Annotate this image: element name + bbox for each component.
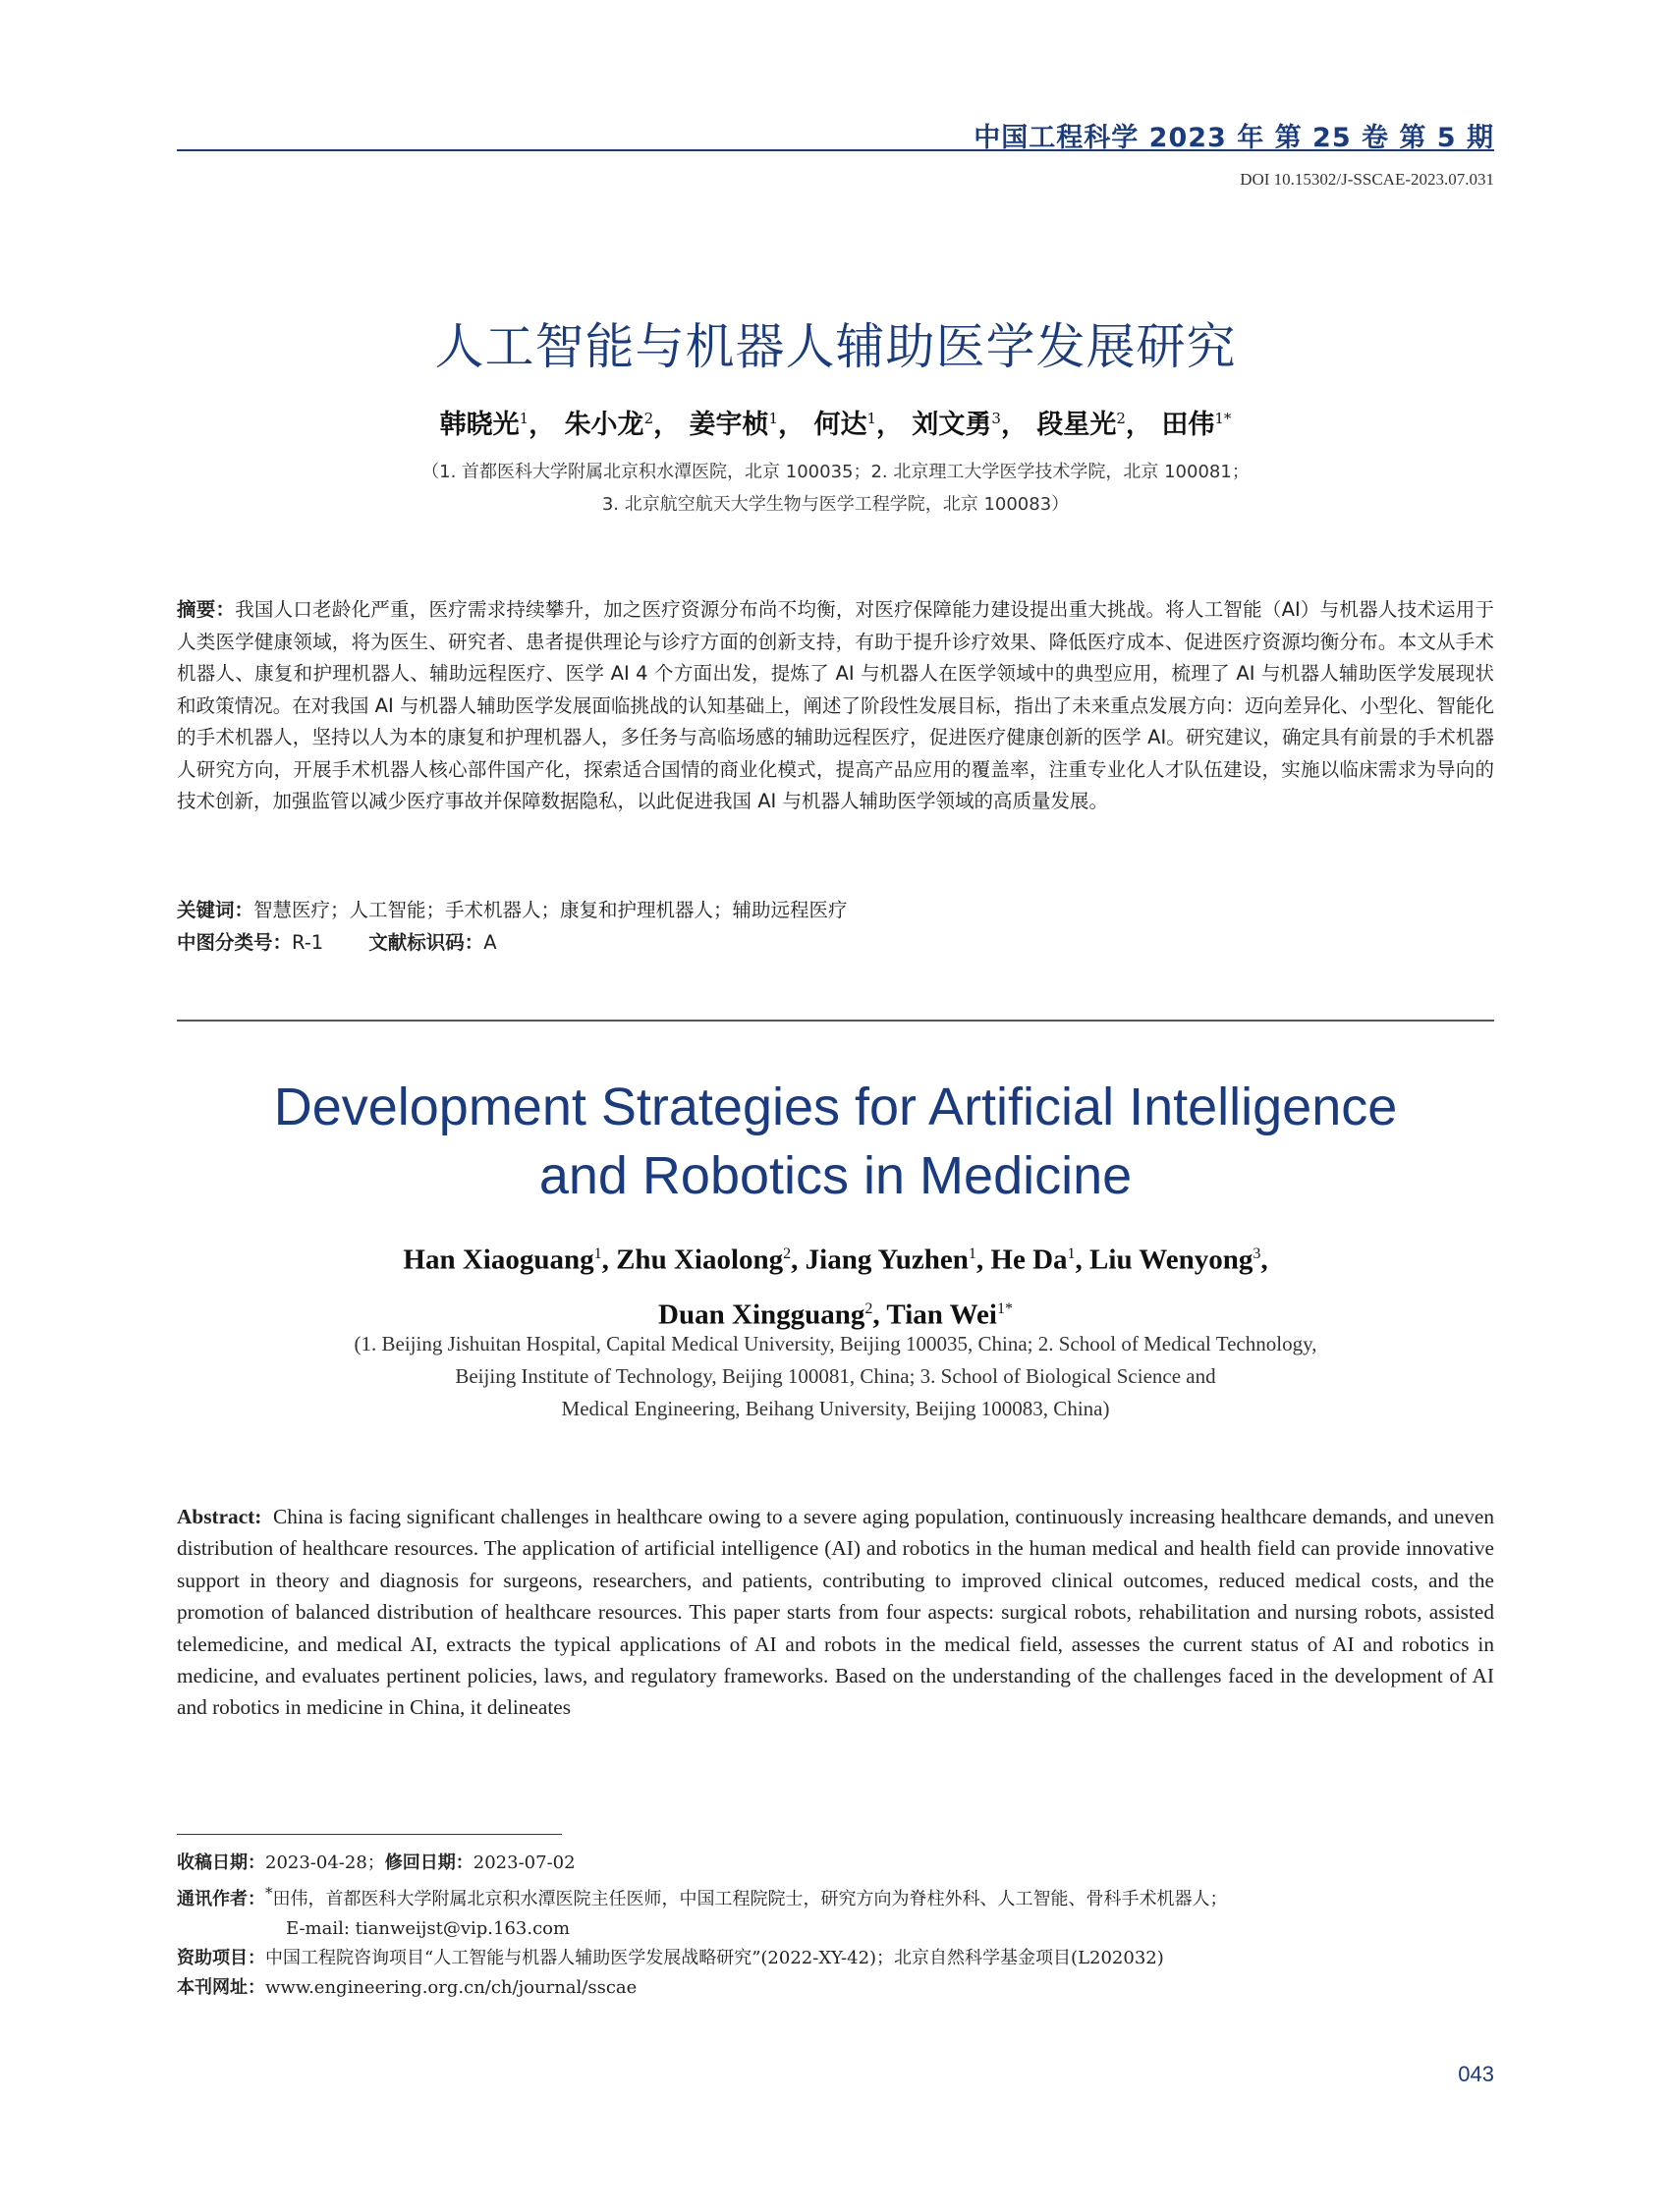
cn-classification [177,927,1494,955]
cn-author-sep: ， [778,410,806,440]
en-author-sup: 1 [968,1245,976,1262]
cn-author-sep: ， [876,410,904,440]
cn-author: 段星光 [1036,410,1117,440]
revised-label: 修回日期： [384,1853,473,1873]
cn-affiliation-line: （1. 首都医科大学附属北京积水潭医院，北京 100035；2. 北京理工大学医学技术学院，北京 100081； [421,462,1250,482]
cn-title: 人工智能与机器人辅助医学发展研究 [434,318,1237,375]
cn-author: 韩晓光 [439,410,520,440]
cn-author-sep: ， [1125,410,1152,440]
cn-docid-label: 文献标识码： [368,931,484,954]
en-author: Liu Wenyong [1089,1244,1253,1276]
funding-label: 资助项目： [177,1948,265,1968]
en-author: Han Xiaoguang [403,1244,594,1276]
en-author-sup: 1 [1067,1245,1076,1262]
journal-header: 中国工程科学 2023 年 第 25 卷 第 5 期 [974,123,1494,153]
footnote-email[interactable]: E-mail: tianweijst@vip.163.com [286,1918,571,1939]
cn-abstract-text: 我国人口老龄化严重，医疗需求持续攀升，加之医疗资源分布尚不均衡，对医疗保障能力建设提出重大挑战。将人工智能（AI）与机器人技术运用于人类医学健康领域，将为医生、研究者、患者提供理论与诊疗方面的创新支持，有助于提升诊疗效果、降低医疗成本、促进医疗资源均衡分布。本文从手术机器人、康复和护理机器人、辅助远程医疗、医学 AI 4 个方面出发，提炼了 AI 与机器人在医学领域中的典型应用，梳理了 AI 与机器人辅助医学发展现状和政策情况。在对我国 AI 与机器人辅助医学发展面临挑战的认知基础上，阐述了阶段性发展目标，指出了未来重点发展方向：迈向差异化、小型化、智能化的手术机器人，坚持以人为本的康复和护理机器人，多任务与高临场感的辅助远程医疗，促进医疗健康创新的医学 AI。研究建议，确定具有前景的手术机器人研究方向，开展手术机器人核心部件国产化，探索适合国情的商业化模式，提高产品应用的覆盖率，注重专业化人才队伍建设，实施以临床需求为导向的技术创新，加强监管以减少医疗事故并保障数据隐私，以此促进我国 AI 与机器人辅助医学领域的高质量发展。 [177,598,1494,812]
en-abstract-text: China is facing significant challenges in healthcare owing to a severe aging population, continuously increasing healthcare demands, and uneven distribution of healthcare resources. The application of artificial intelligence (AI) and robotics in the human medical and health field can provide innovative support in theory and diagnosis for surgeons, researchers, and patients, contributing to improved clinical outcomes, reduced medical costs, and the promotion of balanced distribution of healthcare resources. This paper starts from four aspects: surgical robots, rehabilitation and nursing robots, assisted telemedicine, and medical AI, extracts the typical applications of AI and robots in the medical field, assesses the current status of AI and robotics in medicine, and evaluates pertinent policies, laws, and regulatory frameworks. Based on the understanding of the challenges faced in the development of AI and robotics in medicine in China, it delineates [177,1505,1494,1720]
cn-author-sup: 1 [519,410,529,427]
cn-author: 刘文勇 [912,410,992,440]
section-divider [177,1020,1494,1022]
cn-affiliation-line: 3. 北京航空航天大学生物与医学工程学院，北京 100083） [601,494,1070,515]
en-affiliation-line: (1. Beijing Jishuitan Hospital, Capital Medical University, Beijing 100035, China; 2. School of Medical Technology, [354,1332,1317,1355]
en-author-sup: 1 [593,1245,602,1262]
footnotes [177,1849,1494,2003]
en-affiliations [0,1328,1671,1425]
received-label: 收稿日期： [177,1853,265,1873]
cn-author-sup: 1 [866,410,877,427]
cn-docid-value: A [483,931,497,954]
corresponding-sup: * [265,1884,273,1902]
en-author-sup: 2 [783,1245,792,1262]
cn-abstract-label: 摘要： [177,598,236,621]
en-author: Tian Wei [886,1299,997,1331]
en-affiliation-line: Beijing Institute of Technology, Beijing 100081, China; 3. School of Biological Science and [455,1364,1216,1388]
en-author: Duan Xingguang [658,1299,865,1331]
website-link[interactable]: www.engineering.org.cn/ch/journal/sscae [265,1977,638,1998]
en-author-sep: , [1075,1244,1090,1276]
en-author: Zhu Xiaolong [616,1244,784,1276]
en-abstract [177,1501,1494,1724]
website-label: 本刊网址： [177,1977,265,1998]
cn-author-sup: 2 [1116,410,1126,427]
en-author-sup: 3 [1253,1245,1261,1262]
footnote-funding [177,1944,1494,1973]
footnote-dates [177,1849,1494,1878]
received-value: 2023-04-28； [265,1853,385,1873]
en-author: Jiang Yuzhen [805,1244,969,1276]
corresponding-text: 田伟，首都医科大学附属北京积水潭医院主任医师，中国工程院院士，研究方向为脊柱外科、人工智能、骨科手术机器人； [272,1889,1228,1909]
en-authors [0,1230,1671,1339]
cn-author-sup: 3 [991,410,1001,427]
cn-author-sep: ， [529,410,556,440]
cn-author: 朱小龙 [564,410,644,440]
cn-author-sep: ， [653,410,681,440]
en-authors-line [0,1230,1671,1285]
cn-affiliations [0,456,1671,521]
en-title-line: and Robotics in Medicine [538,1146,1133,1205]
en-affiliation-line: Medical Engineering, Beihang University, Beijing 100083, China) [561,1397,1110,1420]
doi[interactable]: DOI 10.15302/J-SSCAE-2023.07.031 [1240,170,1494,189]
en-author: He Da [990,1244,1068,1276]
en-title-line: Development Strategies for Artificial Intelligence [273,1078,1398,1136]
en-title [0,1073,1671,1210]
corresponding-label: 通讯作者： [177,1889,265,1909]
en-author-sep: , [601,1244,617,1276]
cn-author-sep: ， [1000,410,1028,440]
cn-authors [0,403,1671,441]
en-author-sep: , [975,1244,991,1276]
cn-class-value: R-1 [292,931,324,954]
cn-abstract [177,594,1494,818]
page-number: 043 [1458,2062,1494,2086]
cn-keywords [177,895,1494,922]
en-author-sep: , [1260,1244,1268,1276]
footnote-rule [177,1834,562,1835]
en-author-sep: , [791,1244,806,1276]
cn-author-sup: 1 [768,410,779,427]
footnote-corresponding [177,1878,1494,1914]
cn-class-label: 中图分类号： [177,931,293,954]
cn-keywords-label: 关键词： [177,899,254,921]
cn-author: 田伟 [1161,410,1215,440]
en-author-sup: 2 [864,1300,873,1317]
cn-author-sup: 1* [1214,410,1232,427]
cn-author: 何达 [813,410,867,440]
funding-text: 中国工程院咨询项目“人工智能与机器人辅助医学发展战略研究”(2022-XY-42)；北京自然科学基金项目(L202032) [265,1948,1164,1968]
en-author-sep: , [872,1299,887,1331]
cn-keywords-text: 智慧医疗；人工智能；手术机器人；康复和护理机器人；辅助远程医疗 [253,899,848,921]
footnote-website [177,1973,1494,2003]
en-abstract-label: Abstract: [177,1505,262,1528]
cn-author: 姜宇桢 [689,410,769,440]
revised-value: 2023-07-02 [473,1853,576,1873]
en-author-sup: 1* [996,1300,1013,1317]
header-rule [177,149,1494,151]
cn-author-sup: 2 [643,410,654,427]
